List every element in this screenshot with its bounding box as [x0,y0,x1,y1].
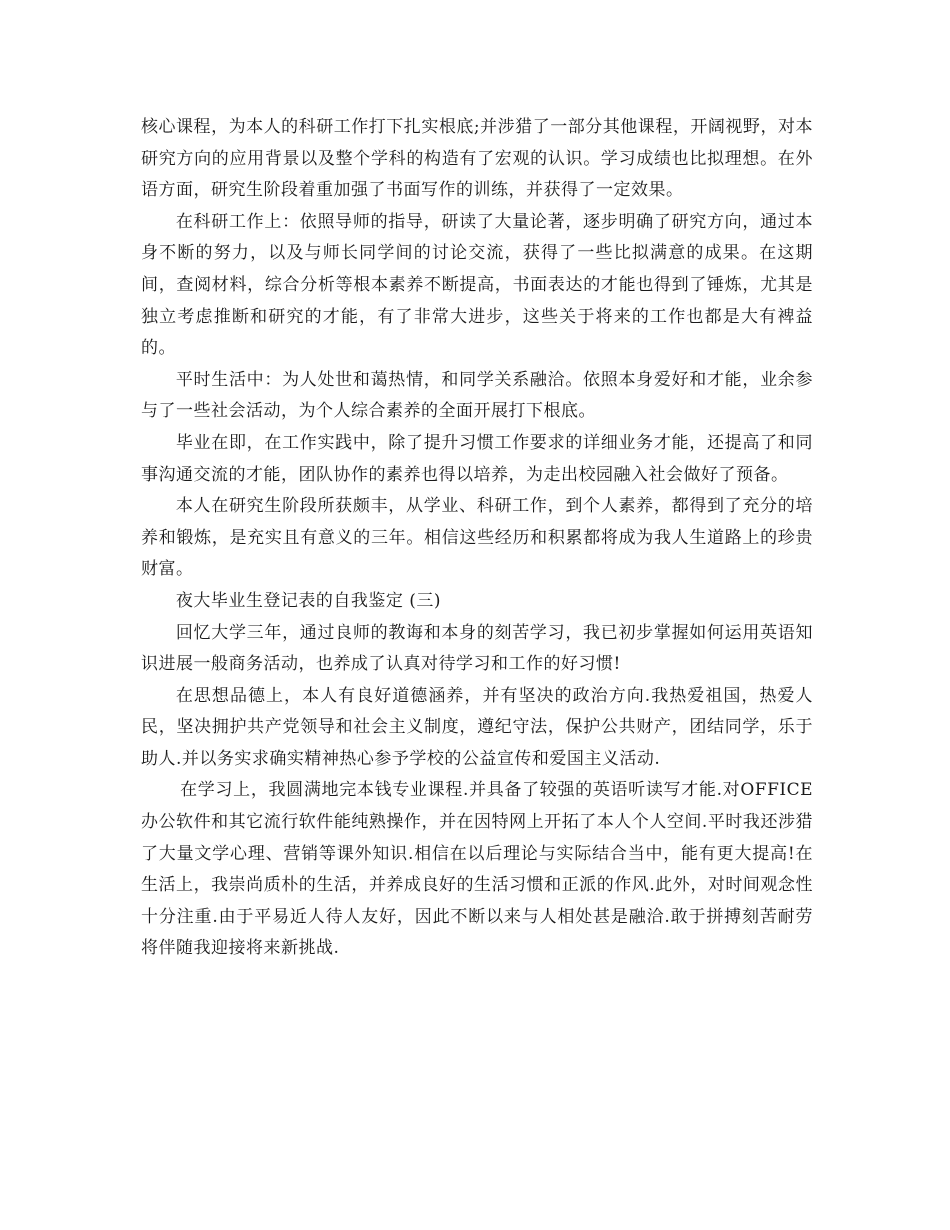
paragraph-study-and-life: 在学习上，我圆满地完本钱专业课程.并具备了较强的英语听读写才能.对OFFICE办公软件和其它流行软件能纯熟操作，并在因特网上开拓了本人个人空间.平时我还涉猎了大量文学心理、营销等课外知识.相信在以后理论与实际结合当中，能有更大提高!在生活上，我崇尚质朴的生活，并养成良好的生活习惯和正派的作风.此外，对时间观念性十分注重.由于平易近人待人友好，因此不断以来与人相处甚是融洽.敢于拼搏刻苦耐劳将伴随我迎接将来新挑战. [141,780,813,959]
paragraph-graduate-summary: 本人在研究生阶段所获颇丰，从学业、科研工作，到个人素养，都得到了充分的培养和锻炼，是充实且有意义的三年。相信这些经历和积累都将成为我人生道路上的珍贵财富。 [141,496,813,580]
document-body [141,112,813,965]
section-heading: 夜大毕业生登记表的自我鉴定 (三) [175,590,442,611]
paragraph-graduation-practice: 毕业在即，在工作实践中，除了提升习惯工作要求的详细业务才能，还提高了和同事沟通交流的才能，团队协作的素养也得以培养，为走出校园融入社会做好了预备。 [141,432,813,485]
paragraph-daily-life: 平时生活中：为人处世和蔼热情，和同学关系融洽。依照本身爱好和才能，业余参与了一些社会活动，为个人综合素养的全面开展打下根底。 [141,369,813,422]
paragraph-course-continuation: 核心课程，为本人的科研工作打下扎实根底;并涉猎了一部分其他课程，开阔视野，对本研究方向的应用背景以及整个学科的构造有了宏观的认识。学习成绩也比拟理想。在外语方面，研究生阶段着重加强了书面写作的训练，并获得了一定效果。 [141,117,813,201]
paragraph-moral-character: 在思想品德上，本人有良好道德涵养，并有坚决的政治方向.我热爱祖国，热爱人民，坚决拥护共产党领导和社会主义制度，遵纪守法，保护公共财产，团结同学，乐于助人.并以务实求确实精神热心参予学校的公益宣传和爱国主义活动. [141,685,813,769]
paragraph-research-work: 在科研工作上：依照导师的指导，研读了大量论著，逐步明确了研究方向，通过本身不断的努力，以及与师长同学间的讨论交流，获得了一些比拟满意的成果。在这期间，查阅材料，综合分析等根本素养不断提高，书面表达的才能也得到了锤炼，尤其是独立考虑推断和研究的才能，有了非常大进步，这些关于将来的工作也都是大有裨益的。 [141,211,813,359]
paragraph-college-review: 回忆大学三年，通过良师的教诲和本身的刻苦学习，我已初步掌握如何运用英语知识进展一般商务活动，也养成了认真对待学习和工作的好习惯! [141,622,813,675]
